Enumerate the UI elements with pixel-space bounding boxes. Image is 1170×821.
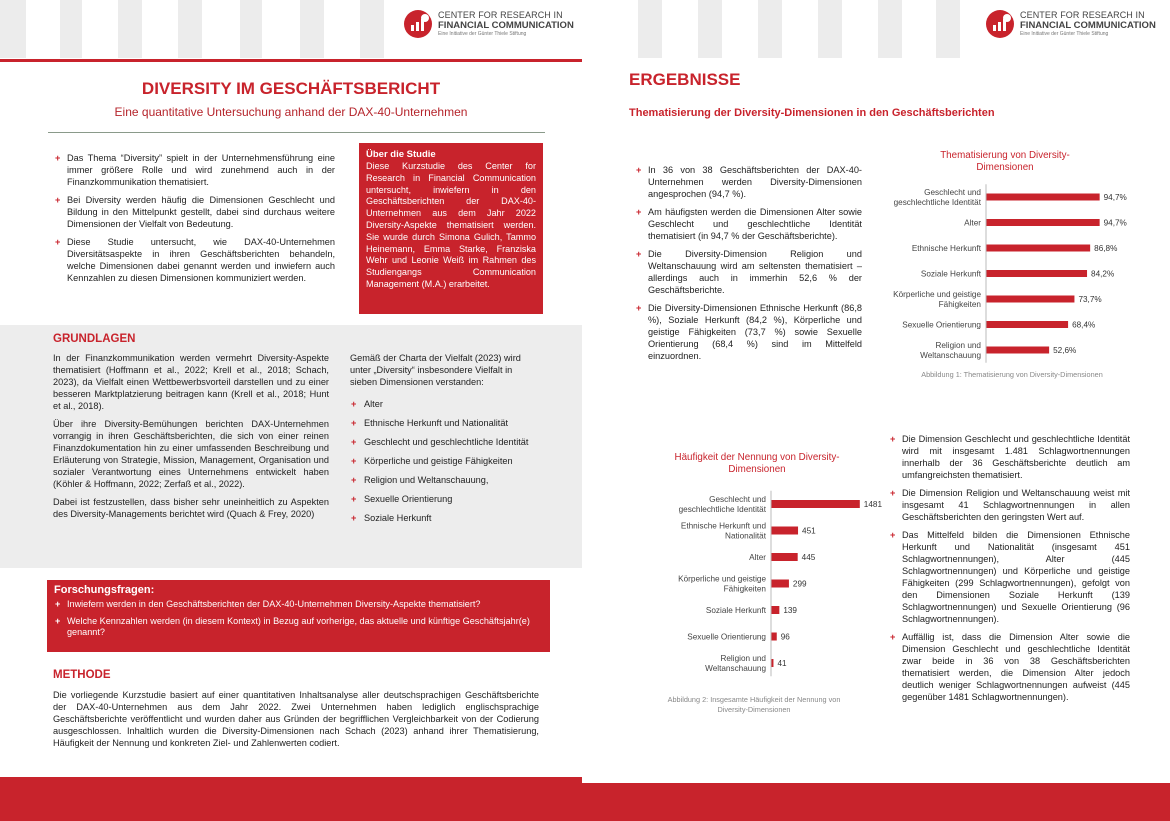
chart2-category-label: Alter xyxy=(749,553,766,562)
chart1-category-label: Körperliche und geistige Fähigkeiten xyxy=(893,290,981,309)
results-list-top xyxy=(634,164,862,368)
chart2-bar xyxy=(771,633,777,641)
list-item: + Alter xyxy=(350,398,550,410)
list-item: + Ethnische Herkunft und Nationalität xyxy=(350,417,550,429)
chart2-category-label: Soziale Herkunft xyxy=(705,606,766,615)
footer-band xyxy=(0,777,582,821)
chart1-value-label: 52,6% xyxy=(1053,346,1077,355)
chart1-caption: Abbildung 1: Thematisierung von Diversity-Dimensionen xyxy=(921,370,1103,379)
intro-bullet: + Diese Studie untersucht, wie DAX-40-Unternehmen Diversitätsaspekte in ihren Geschäftsberichten behandeln, welche Dimensionen dabei genannt werden und inwiefern auch Kennzahlen zu diesen Dimensionen kommuniziert werden. xyxy=(53,236,335,284)
footer-band xyxy=(582,783,1170,821)
study-box-heading: Über die Studie xyxy=(366,149,436,160)
chart1-value-label: 94,7% xyxy=(1103,193,1127,202)
methode-heading: METHODE xyxy=(53,669,111,681)
results-subtitle: Thematisierung der Diversity-Dimensionen in den Geschäftsberichten xyxy=(629,107,995,119)
charta-intro: Gemäß der Charta der Vielfalt (2023) wird unter „Diversity“ insbesondere Vielfalt in sieben Dimensionen verstanden: xyxy=(350,353,521,387)
chart1-category-label: Geschlecht und geschlechtliche Identität xyxy=(893,188,981,207)
result-bullet: + Die Dimension Geschlecht und geschlechtliche Identität wird mit insgesamt 1.481 Schlagwortnennungen innerhalb der 36 Geschäftsberichte deutlich am umfangreichsten thematisiert. xyxy=(888,433,1130,481)
chart2-category-label: Körperliche und geistige Fähigkeiten xyxy=(678,574,766,594)
result-bullet: + In 36 von 38 Geschäftsberichten der DAX-40-Unternehmen werden Diversity-Dimensionen angesprochen (94,7 %). xyxy=(634,164,862,200)
chart2-value-label: 445 xyxy=(801,553,816,562)
chart2-value-label: 139 xyxy=(783,606,798,615)
chart2-bar xyxy=(771,580,789,588)
chart-logo-icon xyxy=(404,10,432,38)
header-band xyxy=(582,0,1170,58)
grundlagen-paragraph: Dabei ist festzustellen, dass bisher sehr uneinheitlich zu Aspekten des Diversity-Managements berichtet wird (Quach & Frey, 2020) xyxy=(53,497,329,519)
logo-line-3: Eine Initiative der Günter Thiele Stiftung xyxy=(438,31,527,37)
chart2-bar xyxy=(771,606,779,614)
list-item: + Körperliche und geistige Fähigkeiten xyxy=(350,455,550,467)
logo-line-3: Eine Initiative der Günter Thiele Stiftung xyxy=(1020,31,1109,37)
header-band xyxy=(0,0,582,58)
list-item: + Sexuelle Orientierung xyxy=(350,493,550,505)
logo-line-2: FINANCIAL COMMUNICATION xyxy=(1020,20,1156,31)
chart2-value-label: 299 xyxy=(792,579,807,589)
list-item: + Soziale Herkunft xyxy=(350,512,550,524)
page-title: DIVERSITY IM GESCHÄFTSBERICHT xyxy=(141,79,441,98)
chart2-value-label: 451 xyxy=(802,526,816,536)
logo-line-2: FINANCIAL COMMUNICATION xyxy=(438,20,574,31)
chart2-value-label: 1481 xyxy=(863,500,883,509)
result-bullet: + Die Diversity-Dimension Religion und Weltanschauung wird am seltensten thematisiert – allerdings auch in immerhin 52,6 % der Geschäftsberichte. xyxy=(634,248,862,296)
chart2-bar xyxy=(771,500,860,508)
grundlagen-paragraph: In der Finanzkommunikation werden vermehrt Diversity-Aspekte thematisiert (Hoffmann et al., 2022; Krell et al., 2018; Schach, 2023), da Vielfalt einen Wettbewerbsvorteil darstellen und zu einer besseren Marktplatzierung beitragen kann (Krell et al., 2018; Hunt et al., 2018). xyxy=(53,353,329,411)
chart2-category-label: Geschlecht und geschlechtliche Identität xyxy=(678,495,766,514)
chart1-title: Thematisierung von Diversity-Dimensionen xyxy=(940,150,1070,173)
research-question: + Inwiefern werden in den Geschäftsberichten der DAX-40-Unternehmen Diversity-Aspekte thematisiert? xyxy=(54,599,543,611)
chart2-caption: Abbildung 2: Insgesamte Häufigkeit der Nennung von Diversity-Dimensionen xyxy=(667,695,841,714)
header-rule xyxy=(0,59,582,62)
chart1-value-label: 94,7% xyxy=(1103,218,1127,228)
chart1-category-label: Alter xyxy=(964,218,981,228)
research-question: + Welche Kennzahlen werden (in diesem Kontext) in Bezug auf vorherige, das aktuelle und künftige Geschäftsjahr(e) genannt? xyxy=(54,616,543,639)
chart1-bar xyxy=(986,347,1049,354)
chart2-value-label: 96 xyxy=(780,632,790,642)
result-bullet: + Auffällig ist, dass die Dimension Alter sowie die Dimension Geschlecht und geschlechtliche Identität zwar beide in 36 von 38 Geschäftsberichten thematisiert werden, die Dimension Alter jedoch deutlich weniger Schlagwortnennungen aufweist (445 gegenüber 1481 Schlagwortnennungen). xyxy=(888,631,1130,703)
study-info-box xyxy=(359,143,543,314)
result-bullet: + Am häufigsten werden die Dimensionen Alter sowie Geschlecht und geschlechtliche Identität thematisiert (in 94,7 % der Geschäftsberichte). xyxy=(634,206,862,242)
list-item: + Geschlecht und geschlechtliche Identität xyxy=(350,436,550,448)
chart2-category-label: Ethnische Herkunft und Nationalität xyxy=(680,521,766,541)
chart1-value-label: 73,7% xyxy=(1078,295,1102,304)
intro-bullet: + Das Thema “Diversity” spielt in der Unternehmensführung eine immer größere Rolle und wird zunehmend auch in der Finanzkommunikation thematisiert. xyxy=(53,152,335,188)
chart1-value-label: 84,2% xyxy=(1091,269,1115,279)
chart1-bar xyxy=(986,321,1068,328)
results-title: ERGEBNISSE xyxy=(629,70,741,89)
chart1-category-label: Ethnische Herkunft xyxy=(911,244,981,253)
chart1-value-label: 86,8% xyxy=(1094,244,1118,253)
chart1-category-label: Sexuelle Orientierung xyxy=(902,320,981,330)
left-page xyxy=(0,0,582,821)
right-page xyxy=(582,0,1170,821)
crfc-logo xyxy=(986,10,1156,38)
crfc-logo xyxy=(404,10,574,38)
page-subtitle: Eine quantitative Untersuchung anhand der DAX-40-Unternehmen xyxy=(114,105,468,119)
grundlagen-paragraph: Über ihre Diversity-Bemühungen berichten DAX-Unternehmen vorrangig in ihren Geschäftsberichten, die sich von einer reinen Finanzdokumentation hin zu einer umfassenden Beschreibung und Erläuterung von Strategie, Mission, Management, Organisation und sozialer Verantwortung eines Unternehmens entwickelt haben (Köhler & Hoffmann, 2022; Zerfaß et al., 2022). xyxy=(53,419,329,489)
list-item: + Religion und Weltanschauung, xyxy=(350,474,550,486)
logo-line-1: CENTER FOR RESEARCH IN xyxy=(438,10,563,20)
grundlagen-heading: GRUNDLAGEN xyxy=(53,333,136,345)
result-bullet: + Das Mittelfeld bilden die Dimensionen Ethnische Herkunft und Nationalität (insgesamt 451 Schlagwortnennungen), Alter (445 Schlagwortnennungen) und Körperliche und geistige Fähigkeiten (299 Schlagwortnennungen), gefolgt von den Dimensionen Soziale Herkunft (139 Schlagwortnennungen) und Sexuelle Orientierung (96 Schlagwortnennungen). xyxy=(888,529,1130,625)
results-list-bottom xyxy=(888,433,1130,709)
research-questions-box xyxy=(47,580,550,652)
chart2-haeufigkeit xyxy=(637,486,883,682)
methode-text: Die vorliegende Kurzstudie basiert auf einer quantitativen Inhaltsanalyse aller deutschsprachigen Geschäftsberichte der DAX-40-Unternehmen aus dem Jahr 2022. Zwei Unternehmen haben lediglich englischsprachige Geschäftsberichte veröffentlicht und wurden daher aus Gründen der begrifflichen Vergleichbarkeit von der Codierung ausgeschlossen. Inhaltlich wurden die Diversity-Dimensionen nach Schach (2023) anhand ihrer Thematisierung, Häufigkeit der Nennung und konkreten Ziel- und Zahlenwerten codiert. xyxy=(53,690,539,748)
grundlagen-text xyxy=(53,352,329,520)
intro-bullet: + Bei Diversity werden häufig die Dimensionen Geschlecht und Bildung in den Mittelpunkt gestellt, dabei sind durchaus weitere Dimensionen der Vielfalt von Bedeutung. xyxy=(53,194,335,230)
chart1-bar xyxy=(986,296,1074,303)
chart2-category-label: Sexuelle Orientierung xyxy=(687,632,766,642)
chart1-category-label: Religion und Weltanschauung xyxy=(920,341,981,360)
chart2-category-label: Religion und Weltanschauung xyxy=(705,654,766,673)
chart1-bar xyxy=(986,219,1100,226)
chart1-bar xyxy=(986,194,1100,201)
chart-logo-icon xyxy=(986,10,1014,38)
chart2-value-label: 41 xyxy=(777,659,787,668)
divider xyxy=(48,132,545,133)
chart1-value-label: 68,4% xyxy=(1072,320,1096,330)
study-box-text: Diese Kurzstudie des Center for Research in Financial Communication untersucht, inwiefern in den Geschäftsberichten der DAX-40-Unternehmen aus dem Jahr 2022 Diversity-Aspekte thematisiert werden. Sie wurde durch Simona Gulich, Tammo Heinemann, Emma Starke, Franziska Wehr und Leonie Weiß im Rahmen des Studiengangs Communication Management (M.A.) erarbeitet. xyxy=(366,161,536,289)
chart2-title: Häufigkeit der Nennung von Diversity-Dimensionen xyxy=(674,452,840,475)
research-questions-heading: Forschungsfragen: xyxy=(54,584,155,596)
chart2-bar xyxy=(771,527,798,535)
chart1-thematisierung xyxy=(878,178,1138,364)
chart1-category-label: Soziale Herkunft xyxy=(920,269,981,279)
logo-line-1: CENTER FOR RESEARCH IN xyxy=(1020,10,1145,20)
charta-dimensions-list xyxy=(350,398,550,531)
chart1-bar xyxy=(986,245,1090,252)
chart2-bar xyxy=(771,553,798,561)
chart1-bar xyxy=(986,270,1087,277)
result-bullet: + Die Dimension Religion und Weltanschauung weist mit insgesamt 41 Schlagwortnennungen in allen Geschäftsberichten den geringsten Wert auf. xyxy=(888,487,1130,523)
result-bullet: + Die Diversity-Dimensionen Ethnische Herkunft (86,8 %), Soziale Herkunft (84,2 %), Körperliche und geistige Fähigkeiten (73,7 %) sowie Sexuelle Orientierung (68,4 %) sind im Mittelfeld einzuordnen. xyxy=(634,302,862,362)
intro-list xyxy=(53,152,335,290)
